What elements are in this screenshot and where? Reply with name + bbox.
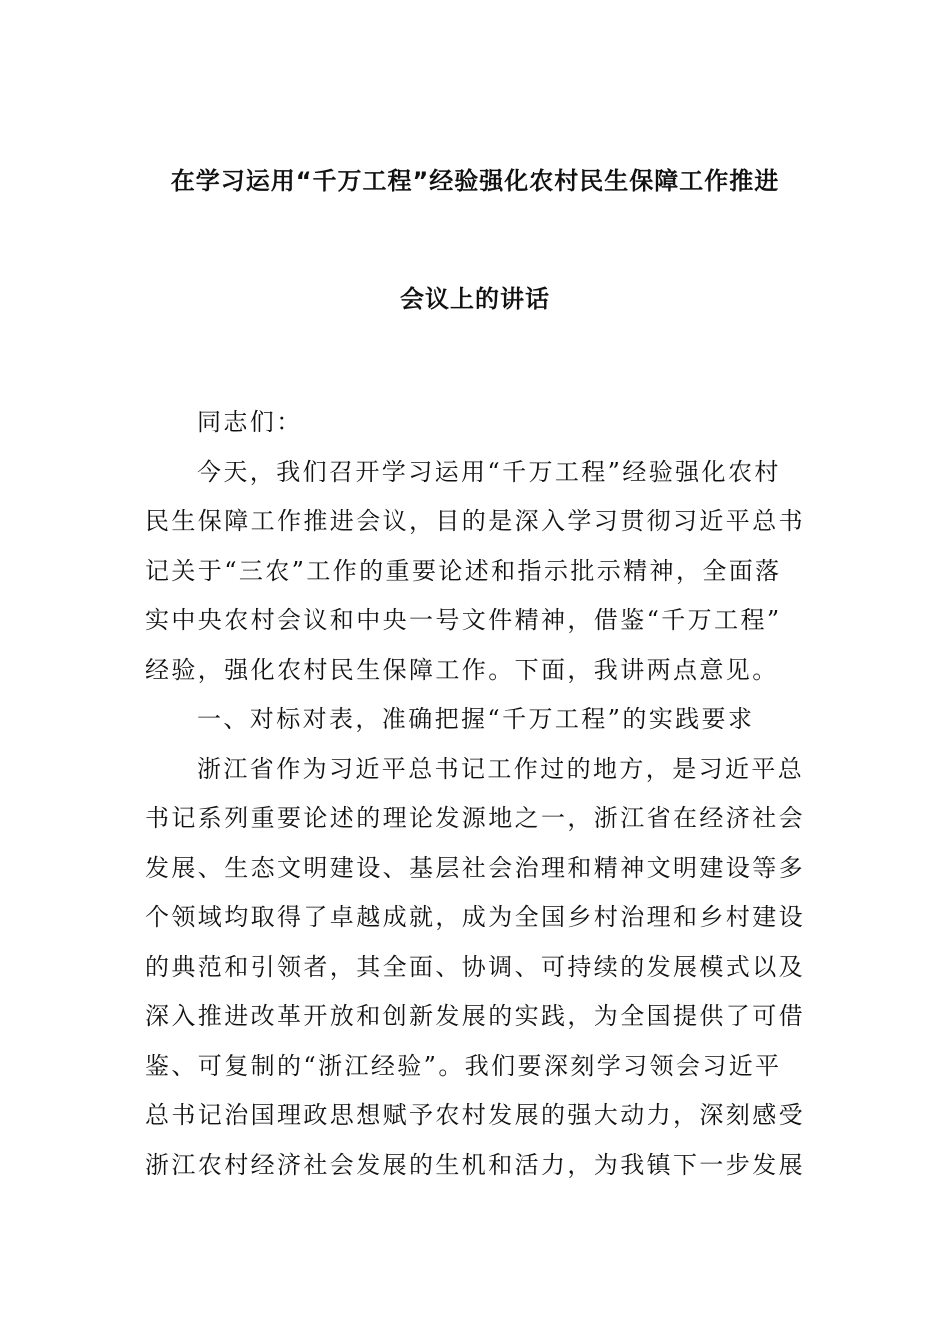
paragraph-line: 民生保障工作推进会议，目的是深入学习贯彻习近平总书 bbox=[145, 507, 805, 535]
document-body bbox=[145, 398, 809, 1190]
paragraph-line: 记关于“三农”工作的重要论述和指示批示精神，全面落 bbox=[145, 556, 782, 585]
paragraph-line: 深入推进改革开放和创新发展的实践，为全国提供了可借 bbox=[145, 1002, 805, 1030]
paragraph-line: 个领域均取得了卓越成就，成为全国乡村治理和乡村建设 bbox=[145, 903, 805, 931]
paragraph-line: 的典范和引领者，其全面、协调、可持续的发展模式以及 bbox=[145, 952, 805, 981]
paragraph-line: 浙江农村经济社会发展的生机和活力，为我镇下一步发展 bbox=[145, 1150, 805, 1179]
paragraph-line: 发展、生态文明建设、基层社会治理和精神文明建设等多 bbox=[145, 853, 805, 882]
document-title-line-1: 在学习运用“千万工程”经验强化农村民生保障工作推进 bbox=[170, 167, 780, 195]
paragraph-line: 总书记治国理政思想赋予农村发展的强大动力，深刻感受 bbox=[145, 1101, 805, 1129]
document-title-line-2: 会议上的讲话 bbox=[400, 285, 550, 313]
paragraph-line: 今天，我们召开学习运用“千万工程”经验强化农村 bbox=[197, 457, 781, 486]
paragraph-line: 鉴、可复制的“浙江经验”。我们要深刻学习领会习近平 bbox=[145, 1051, 782, 1080]
paragraph-line: 经验，强化农村民生保障工作。下面，我讲两点意见。 bbox=[145, 655, 779, 684]
paragraph-line: 书记系列重要论述的理论发源地之一，浙江省在经济社会 bbox=[145, 804, 805, 832]
paragraph-line: 浙江省作为习近平总书记工作过的地方，是习近平总 bbox=[197, 754, 805, 783]
section-heading: 一、对标对表，准确把握“千万工程”的实践要求 bbox=[197, 705, 755, 733]
paragraph-line: 实中央农村会议和中央一号文件精神，借鉴“千万工程” bbox=[145, 606, 782, 634]
salutation: 同志们： bbox=[197, 408, 303, 436]
